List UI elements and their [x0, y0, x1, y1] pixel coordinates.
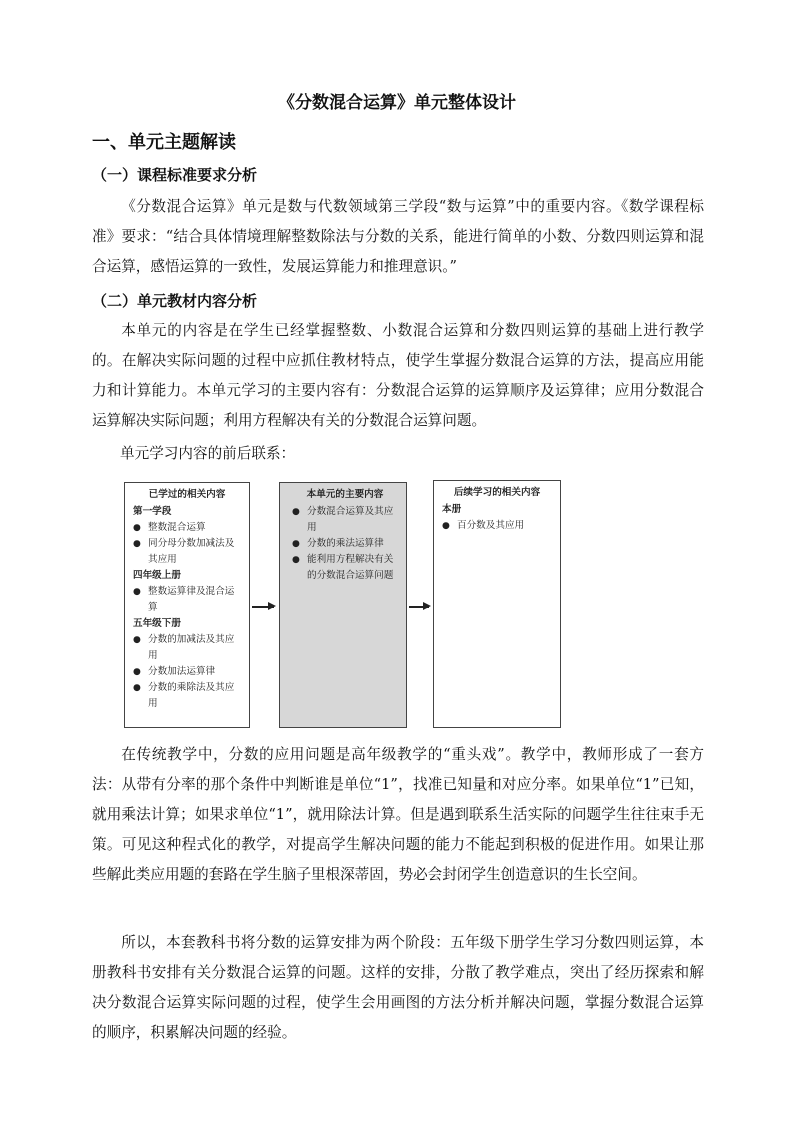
- document-title: 《分数混合运算》单元整体设计: [278, 93, 516, 113]
- paragraph-1: 《分数混合运算》单元是数与代数领域第三学段“数与运算”中的重要内容。《数学课程标准》要求：“结合具体情境理解整数除法与分数的关系，能进行简单的小数、分数四则运算和混合运算，感悟运算的一致性，发展运算能力和推理意识。”: [92, 198, 704, 275]
- list-item: ● 整数混合运算: [133, 520, 241, 536]
- paragraph-3: 单元学习内容的前后联系：: [120, 445, 296, 462]
- current-content-title: 本单元的主要内容: [306, 489, 384, 500]
- list-item: ● 分数的加减法及其应用: [133, 632, 241, 664]
- list-item: ● 分数混合运算及其应用: [292, 504, 398, 536]
- list-item: ● 分数的乘除法及其应用: [133, 680, 241, 712]
- list-item: ● 分数加法运算律: [133, 664, 241, 680]
- list-item: ● 分数的乘法运算律: [292, 536, 398, 552]
- subsequent-content-title: 后续学习的相关内容: [453, 487, 541, 498]
- stage-label: 第一学段: [133, 506, 172, 517]
- subsequent-content-box: [433, 480, 561, 728]
- prior-content-title: 已学过的相关内容: [148, 489, 226, 500]
- list-item: ● 百分数及其应用: [442, 518, 552, 534]
- stage-label: 本册: [442, 504, 462, 515]
- current-content-box: [279, 482, 407, 728]
- subheading-2: （二）单元教材内容分析: [92, 292, 258, 310]
- prior-content-box: [124, 482, 250, 728]
- stage-label: 五年级下册: [133, 618, 181, 629]
- paragraph-2: 本单元的内容是在学生已经掌握整数、小数混合运算和分数四则运算的基础上进行教学的。在解决实际问题的过程中应抓住教材特点，使学生掌握分数混合运算的方法，提高应用能力和计算能力。本单元学习的主要内容有：分数混合运算的运算顺序及运算律；应用分数混合运算解决实际问题；利用方程解决有关的分数混合运算问题。: [92, 322, 704, 429]
- subheading-1: （一）课程标准要求分析: [92, 166, 258, 184]
- list-item: ● 整数运算律及混合运算: [133, 584, 241, 616]
- section-heading-1: 一、单元主题解读: [92, 132, 236, 153]
- arrow-right-icon: [252, 606, 274, 608]
- list-item: ● 同分母分数加减法及其应用: [133, 536, 241, 568]
- list-item: ● 能利用方程解决有关的分数混合运算问题: [292, 552, 398, 584]
- stage-label: 四年级上册: [133, 570, 181, 581]
- arrow-right-icon: [409, 606, 429, 608]
- paragraph-5: 所以，本套教科书将分数的运算安排为两个阶段：五年级下册学生学习分数四则运算，本册教科书安排有关分数混合运算的问题。这样的安排，分散了教学难点，突出了经历探索和解决分数混合运算实际问题的过程，使学生会用画图的方法分析并解决问题，掌握分数混合运算的顺序，积累解决问题的经验。: [92, 934, 704, 1041]
- paragraph-4: 在传统教学中，分数的应用问题是高年级教学的“重头戏”。教学中，教师形成了一套方法：从带有分率的那个条件中判断谁是单位“1”，找准已知量和对应分率。如果单位“1”已知，就用乘法计算；如果求单位“1”，就用除法计算。但是遇到联系生活实际的问题学生往往束手无策。可见这种程式化的教学，对提高学生解决问题的能力不能起到积极的促进作用。如果让那些解此类应用题的套路在学生脑子里根深蒂固，势必会封闭学生创造意识的生长空间。: [92, 746, 704, 883]
